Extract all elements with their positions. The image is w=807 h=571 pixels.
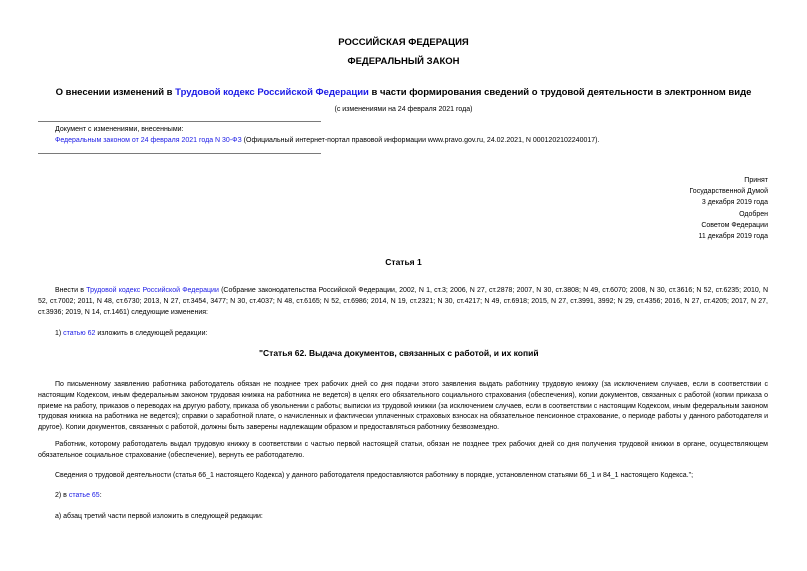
- article-1-heading: Статья 1: [385, 257, 422, 267]
- p1-after: (Собрание законодательства Российской Федерации, 2002, N 1, ст.3; 2006, N 27, ст.2878; 2007, N 30, ст.3808; N 49, ст.6070; 2008, N 30, ст.3616; N 52, ст.6235; 2010, N 52, ст.7002; 2011, N 48, ст.6730; 2013, N 27, ст.3454, 3477; N 30, ст.4037; N 48, ст.6165; N 52, ст.6986; 2014, N 19, ст.2321; N 30, ст.4217; N 49, ст.6918; 2015, N 27, ст.3991, 3992; N 29, ст.4356; 2016, N 27, ст.4205; 2017, N 27, ст.3936; 2019, N 14, ст.1461) следующие изменения:: [38, 287, 768, 316]
- approved-by: Советом Федерации: [701, 221, 768, 229]
- amendments-line: [55, 137, 599, 144]
- country-heading: РОССИЙСКАЯ ФЕДЕРАЦИЯ: [338, 37, 469, 48]
- article-62-paragraph-3: Сведения о трудовой деятельности (статья 66_1 настоящего Кодекса) у данного работодателя предоставляются работнику в порядке, установленном статьями 66_1 и 84_1 настоящего Кодекса.";: [55, 472, 694, 479]
- labor-code-link-2[interactable]: Трудовой кодекс Российской Федерации: [86, 287, 219, 294]
- divider-bottom: [38, 153, 321, 154]
- amendments-intro: Документ с изменениями, внесенными:: [55, 126, 184, 133]
- law-title: [0, 87, 807, 98]
- federal-law-link[interactable]: Федеральным законом от 24 февраля 2021 года N 30-ФЗ: [55, 137, 242, 144]
- amendments-source: (Официальный интернет-портал правовой информации www.pravo.gov.ru, 24.02.2021, N 0001202102240017).: [241, 137, 600, 144]
- labor-code-link[interactable]: Трудовой кодекс Российской Федерации: [175, 87, 369, 98]
- law-title-before: О внесении изменений в: [55, 87, 176, 98]
- adopted-date: 3 декабря 2019 года: [701, 199, 768, 207]
- adopted-by: Государственной Думой: [689, 188, 768, 196]
- article-62-heading: "Статья 62. Выдача документов, связанных с работой, и их копий: [259, 348, 539, 358]
- article-62-link[interactable]: статью 62: [63, 330, 96, 337]
- edition-note: (с изменениями на 24 февраля 2021 года): [334, 106, 473, 113]
- item-1: [38, 329, 768, 340]
- article-62-paragraph-2: Работник, которому работодатель выдал трудовую книжку в соответствии с частью первой настоящей статьи, обязан не позднее трех рабочих дней со дня получения трудовой книжки в органе, осуществляющем обязательное социальное страхование (обеспечение), вернуть ее работодателю.: [38, 441, 768, 459]
- item-2-prefix: 2) в: [55, 492, 69, 499]
- divider-top: [38, 121, 321, 122]
- approved-date: 11 декабря 2019 года: [698, 233, 768, 241]
- article-1-paragraph: [38, 286, 768, 318]
- law-title-after: в части формирования сведений о трудовой деятельности в электронном виде: [368, 87, 752, 98]
- item-2: [38, 491, 768, 502]
- item-1-after: изложить в следующей редакции:: [95, 330, 208, 337]
- law-type-heading: ФЕДЕРАЛЬНЫЙ ЗАКОН: [347, 56, 460, 67]
- item-2a: а) абзац третий части первой изложить в следующей редакции:: [55, 513, 263, 520]
- article-62-paragraph-1: По письменному заявлению работника работодатель обязан не позднее трех рабочих дней со дня подачи этого заявления выдать работнику трудовую книжку (за исключением случаев, если в соответствии с настоящим Кодексом, иным федеральным законом трудовая книжка на работника не ведется) в целях его обязательного социального страхования (обеспечения), копии документов, связанных с работой (копии приказа о приеме на работу, приказов о переводах на другую работу, приказа об увольнении с работы; выписки из трудовой книжки (за исключением случаев, если в соответствии с настоящим Кодексом, иным федеральным законом трудовая книжка на работника не ведется); справки о заработной плате, о начисленных и фактически уплаченных страховых взносах на обязательное пенсионное страхование, о периоде работы у данного работодателя и другое). Копии документов, связанных с работой, должны быть заверены надлежащим образом и предоставляться работнику безвозмездно.: [38, 381, 768, 432]
- adoption-block: [689, 175, 768, 242]
- adopted-label: Принят: [744, 177, 768, 184]
- approved-label: Одобрен: [739, 210, 768, 218]
- item-1-prefix: 1): [55, 330, 64, 337]
- p1-before: Внести в: [55, 287, 87, 294]
- item-2-after: :: [99, 492, 102, 499]
- article-65-link[interactable]: статье 65: [68, 492, 100, 499]
